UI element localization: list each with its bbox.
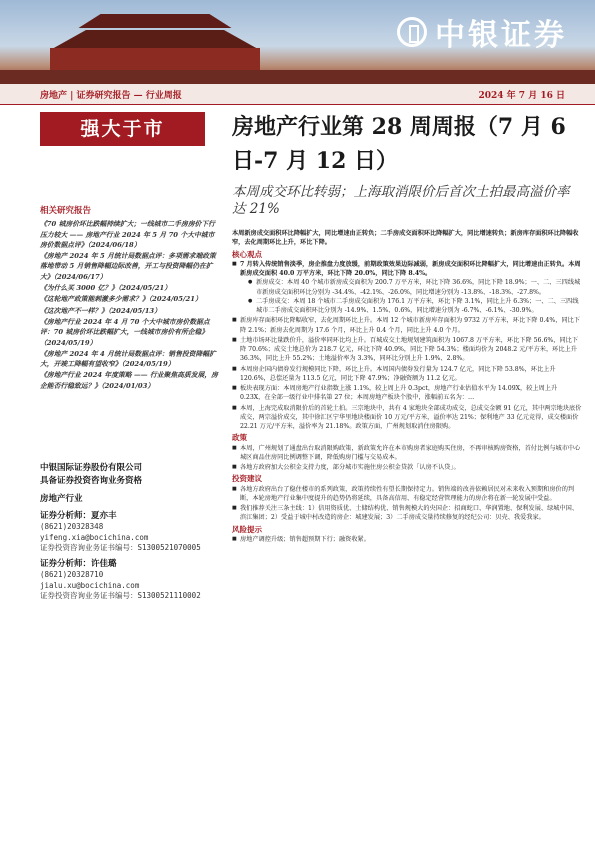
core-point: ■ 土地市场环比量跌价升，溢价率同环比均上升。百城成交土地规划建筑面积为 1067.8 万平方米，环比下降 56.6%，同比下降 70.6%；成交土地总价为 218.7 亿元，环比下降 40.9%，同比下降 54.3%；楼面均价为 2048.2 元/平方米，环比上升 36.3%，同比上升 55.2%；土地溢价率为 3.3%，同环比分别上升 1.9%、2.8%。	[232, 336, 582, 364]
related-list	[40, 219, 220, 391]
policy-point: ■ 本周，广州规划了通盘出台取消限购政策，新政策允许在本市购房者家庭购买住房，不再审核购房资格，首付比例与城市中心城区商品住房同比例调整下调，降低购房门槛与交易成本。	[232, 444, 582, 463]
related-item[interactable]: 《70 城房价环比跌幅持续扩大；一线城市二手房房价下行压力较大 —— 房地产行业 2024 年 5 月 70 个大中城市房价数据点评》（2024/06/18）	[40, 220, 215, 249]
report-body	[232, 229, 582, 545]
risk-point: ■ 房地产调控升级；销售超预期下行；融资收紧。	[232, 535, 582, 544]
palace-roof-upper	[70, 14, 240, 28]
related-item[interactable]: 《房地产 2024 年 4 月统计局数据点评：销售投资降幅扩大，开竣工降幅有望收窄》（2024/05/19）	[40, 349, 216, 369]
policy-heading: 政策	[232, 433, 247, 443]
report-category: 房地产 | 证券研究报告 — 行业周报	[40, 91, 182, 101]
invest-point: ■ 我们推荐关注三条主线：1）信用资质优、土储结构优、销售规模大的央国企：招商蛇口、华润置地、保利发展、绿城中国、滨江集团；2）受益于城中村改造的房企：城建发展；3）二手房成交量持续修复的经纪公司：贝壳、我爱我家。	[232, 504, 582, 523]
report-date: 2024 年 7 月 16 日	[478, 91, 565, 101]
rating-badge: 强大于市	[40, 112, 205, 146]
invest-heading: 投资建议	[232, 474, 262, 484]
logo-mark-icon	[397, 17, 427, 47]
related-item[interactable]: 《这次地产不一样？》（2024/05/13）	[40, 306, 161, 315]
invest-point: ■ 各地方政府出台了稳住楼市的系列政策，政策持续性有望长期保持定力。销售端的改善依赖居民对未来收入预期和房价的判断，本轮房地产行业集中度提升的趋势仍将延续，具备高信用、有稳定经营管理能力的房企将在新一轮发展中受益。	[232, 485, 582, 504]
core-points	[232, 260, 582, 432]
analyst-block	[40, 510, 225, 554]
analyst-name: 证券分析师：夏亦丰	[40, 510, 117, 521]
analyst-cert: 证券投资咨询业务证书编号：S1300521070005	[40, 543, 201, 552]
category-bar	[0, 84, 595, 105]
core-heading: 核心观点	[232, 249, 262, 259]
policy-points	[232, 444, 582, 473]
logo-text: 中银证券	[435, 18, 567, 53]
header-banner	[0, 0, 595, 84]
company-logo	[397, 10, 567, 54]
report-title: 房地产行业第 28 周周报（7 月 6 日-7 月 12 日）	[232, 114, 566, 174]
report-subtitle: 本周成交环比转弱；上海取消限价后首次土拍最高溢价率达 21%	[232, 184, 570, 217]
core-subpoint: ● 新房成交：本周 40 个城市新房成交面积为 200.7 万平方米，环比下降 36.6%，同比下降 18.9%；一、二、三四线城市新房成交面积环比分别为 -34.4%、-42.1%、-26.0%，同比增速分别为 -13.8%、-18.3%、-27.8%。	[248, 278, 582, 297]
analyst-phone: (8621)20328348	[40, 522, 104, 531]
related-research	[40, 206, 220, 392]
core-subpoints	[240, 278, 582, 315]
analyst-phone: (8621)20328710	[40, 570, 104, 579]
related-item[interactable]: 《房地产行业 2024 年 4 月 70 个大中城市房价数据点评：70 城房价环比跌幅扩大，一线城市房价有所企稳》（2024/05/19）	[40, 317, 210, 347]
related-item[interactable]: 《这轮地产政策能刺激多少需求？》（2024/05/21）	[40, 295, 202, 304]
core-point: ■ 板块表现方面：本周房地产行业指数上涨 1.1%，较上周上升 0.3pct，房地产行业估值水平为 14.09X，较上周上升 0.23X，在全部一级行业中排名第 27 位；本周房地产板块个股中，涨幅前五名为：…	[232, 384, 582, 403]
core-point: ■ 新房库存面积环比降幅收窄，去化周期环比上升。本周 12 个城市新房库存面积为 9732 万平方米，环比下降 0.4%，同比下降 2.1%；新房去化周期为 17.6 个月，环比上升 0.4 个月，同比上升 4.0 个月。	[232, 316, 582, 335]
analyst-cert: 证券投资咨询业务证书编号：S1300521110002	[40, 591, 201, 600]
banner-ground	[0, 70, 595, 84]
company-qualification: 具备证券投资咨询业务资格	[40, 475, 143, 486]
related-item[interactable]: 《房地产 2024 年 5 月统计局数据点评：多项需求端政策落地带动 5 月销售降幅边际改善，开工与投资降幅仍在扩大》（2024/06/17）	[40, 252, 216, 281]
intro-paragraph: 本周新房成交面积环比降幅扩大，同比增速由正转负；二手房成交面积环比降幅扩大，同比增速转负；新房库存面积环比降幅收窄，去化周期环比上升，环比下降。	[232, 230, 579, 247]
company-info	[40, 462, 225, 602]
sector-name: 房地产行业	[40, 494, 83, 504]
palace-roof-lower	[40, 30, 270, 48]
core-point: ■ 本周，上海完成取消限价后的首轮土拍。三宗地块中，共有 4 家地块全部成功成交，总成交金额 91 亿元，其中两宗地块底价成交，两宗溢价成交，其中徐汇区宁华里地块楼面价 10 万元/平方米，溢价率达 21%；保利地产 33 亿元竞得，成交楼面价 22.21 万元/平方米，溢价率为 21.18%。政策方面，广州规划取消住房限购。	[232, 404, 582, 432]
core-subpoint: ● 二手房成交：本周 18 个城市二手房成交面积为 176.1 万平方米，环比下降 3.1%，同比上升 6.3%；一、二、三四线城市二手房成交面积环比分别为 -14.9%、1.5%、0.6%，同比增速分别为 -6.7%、-6.1%、-30.9%。	[248, 297, 582, 316]
core-point: ■ 本周房企国内债券发行规模同比下降，环比上升。本周国内债券发行量为 124.7 亿元，同比下降 53.8%，环比上升 120.6%，总偿还量为 113.5 亿元，同比下降 47.9%；净融资额为 11.2 亿元。	[232, 365, 582, 384]
analyst-email[interactable]: yifeng.xia@bocichina.com	[40, 532, 149, 542]
risk-points	[232, 535, 582, 544]
invest-points	[232, 485, 582, 523]
analyst-name: 证券分析师：许佳璐	[40, 558, 117, 569]
analyst-block	[40, 558, 225, 602]
risk-heading: 风险提示	[232, 524, 262, 534]
company-name: 中银国际证券股份有限公司	[40, 463, 143, 473]
analyst-email[interactable]: jialu.xu@bocichina.com	[40, 580, 140, 590]
related-item[interactable]: 《房地产行业 2024 年度策略 —— 行业聚焦高质发展，房企能否行稳致远？》（2024/01/03）	[40, 371, 218, 390]
related-item[interactable]: 《为什么买 3000 亿？》（2024/05/21）	[40, 284, 172, 293]
core-point: ■ 7 月转入传统销售淡季，房企推盘力度放缓，前期政策效果边际减弱，新房成交面积环比降幅扩大，同比增速由正转负。本周新房成交面积 40.0 万平方米，环比下降 20.0%，同比下降 8.4%。 ● 新房成交：本周 40 个城市新房成交面积为 200.7 万平方米，环比下降 36.6%，同比下降 18.9%；一、二、三四线城市新房成交面积环比分别为 -34.4%、-42.1%、-26.0%，同比增速分别为 -13.8%、-18.3%、-27.8%。 ● 二手房成交：本周 18 个城市二手房成交面积为 176.1 万平方米，环比下降 3.1%，同比上升 6.3%；一、二、三四线城市二手房成交面积环比分别为 -14.9%、1.5%、0.6%，同比增速分别为 -6.7%、-6.1%、-30.9%。	[232, 260, 582, 316]
palace-wall	[50, 48, 260, 70]
related-heading: 相关研究报告	[40, 206, 92, 216]
policy-point: ■ 各地方政府加大公积金支持力度，部分城市实施住房公积金贷款「认房不认贷」。	[232, 463, 582, 472]
